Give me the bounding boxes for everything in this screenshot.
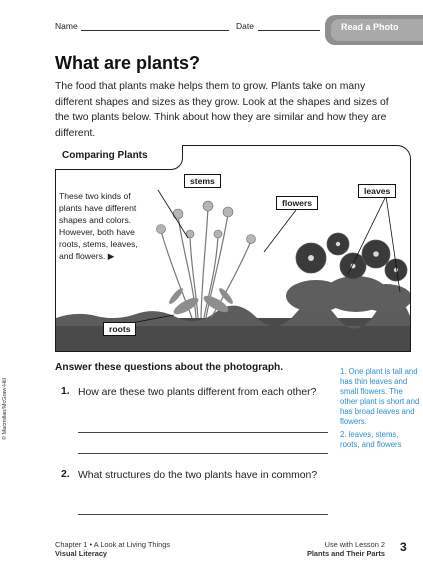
read-a-photo-label: Read a Photo bbox=[341, 22, 399, 32]
questions-heading: Answer these questions about the photograph. bbox=[55, 362, 284, 373]
question-2-number: 2. bbox=[61, 469, 70, 480]
intro-paragraph: The food that plants make helps them to grow. Plants take on many different shapes and sizes as they grow. Look at the shapes and sizes of the two plants below. Think about how they are similar and how they are different. bbox=[55, 81, 389, 139]
footer-use-with: Use with Lesson 2 bbox=[324, 540, 385, 549]
name-line bbox=[81, 30, 229, 31]
page-title: What are plants? bbox=[55, 53, 201, 73]
question-1-number: 1. bbox=[61, 386, 70, 397]
label-flowers: flowers bbox=[276, 196, 318, 210]
footer-right bbox=[290, 540, 385, 558]
footer-left bbox=[55, 540, 170, 558]
answer-2-line-1[interactable] bbox=[78, 514, 328, 515]
label-leaves: leaves bbox=[358, 184, 396, 198]
copyright-notice: © Macmillan/McGraw-Hill bbox=[2, 378, 8, 440]
question-1-text: How are these two plants different from each other? bbox=[78, 387, 317, 398]
footer-chapter: Chapter 1 • A Look at Living Things bbox=[55, 540, 171, 549]
read-a-photo-tab bbox=[325, 15, 423, 45]
footer-section: Visual Literacy bbox=[55, 549, 108, 558]
page-number: 3 bbox=[400, 540, 407, 554]
label-stems: stems bbox=[184, 174, 221, 188]
answer-1-line-2[interactable] bbox=[78, 453, 328, 454]
figure-description: These two kinds of plants have different shapes and colors. However, both have roots, stems, leaves, and flowers. ▶ bbox=[59, 191, 138, 261]
question-2-text: What structures do the two plants have in common? bbox=[78, 470, 318, 481]
footer-lesson: Plants and Their Parts bbox=[306, 549, 385, 558]
date-label: Date bbox=[236, 21, 254, 31]
teacher-answer-1: 1. One plant is tall and has thin leaves and small flowers. The other plant is short and has broad leaves and flowers. bbox=[340, 367, 420, 426]
name-label: Name bbox=[55, 21, 78, 31]
figure-heading: Comparing Plants bbox=[62, 150, 148, 161]
date-line bbox=[258, 30, 320, 31]
answer-1-line-1[interactable] bbox=[78, 432, 328, 433]
teacher-answers bbox=[340, 367, 420, 450]
comparing-plants-tab bbox=[55, 145, 183, 170]
teacher-answer-2: 2. leaves, stems, roots, and flowers bbox=[340, 430, 402, 449]
label-roots: roots bbox=[103, 322, 136, 336]
